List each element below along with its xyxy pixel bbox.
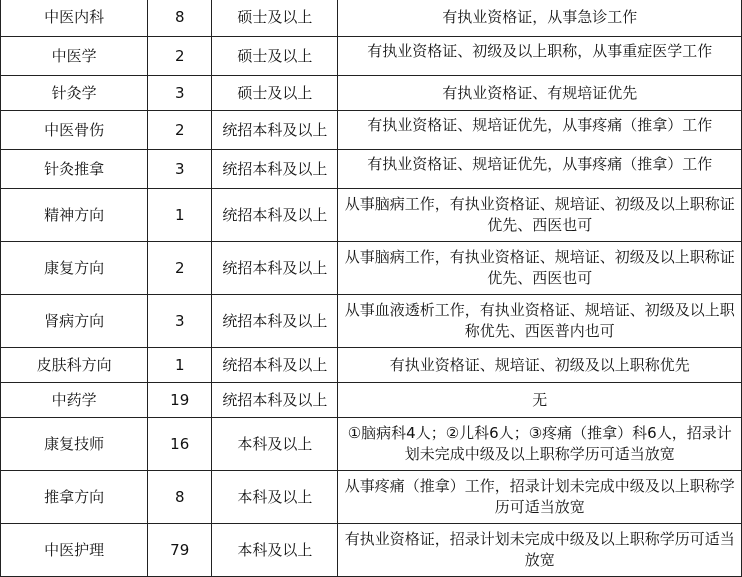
major-cell: 精神方向 — [1, 189, 148, 242]
major-cell: 中药学 — [1, 383, 148, 418]
major-cell: 针灸学 — [1, 76, 148, 111]
requirement-cell: 从事脑病工作，有执业资格证、规培证、初级及以上职称证优先、西医也可 — [338, 242, 742, 295]
table-row — [1, 471, 742, 524]
major-cell: 针灸推拿 — [1, 150, 148, 189]
table-row — [1, 348, 742, 383]
education-cell: 本科及以上 — [212, 524, 338, 577]
education-cell: 统招本科及以上 — [212, 295, 338, 348]
major-cell: 康复技师 — [1, 418, 148, 471]
count-cell: 2 — [148, 242, 212, 295]
requirement-cell: 从事脑病工作，有执业资格证、规培证、初级及以上职称证优先、西医也可 — [338, 189, 742, 242]
education-cell: 本科及以上 — [212, 471, 338, 524]
major-cell: 中医学 — [1, 37, 148, 76]
table-row — [1, 37, 742, 76]
count-cell: 1 — [148, 348, 212, 383]
major-cell: 中医骨伤 — [1, 111, 148, 150]
table-row — [1, 0, 742, 37]
education-cell: 统招本科及以上 — [212, 383, 338, 418]
table-row — [1, 189, 742, 242]
table-row — [1, 295, 742, 348]
requirement-text: 有执业资格证、规培证优先，从事疼痛（推拿）工作 — [367, 155, 713, 173]
count-cell: 16 — [148, 418, 212, 471]
table-row — [1, 111, 742, 150]
count-cell: 8 — [148, 0, 212, 37]
education-cell: 本科及以上 — [212, 418, 338, 471]
education-cell: 统招本科及以上 — [212, 242, 338, 295]
count-cell: 19 — [148, 383, 212, 418]
count-cell: 2 — [148, 111, 212, 150]
major-cell: 肾病方向 — [1, 295, 148, 348]
major-cell: 康复方向 — [1, 242, 148, 295]
table-row — [1, 383, 742, 418]
table-row — [1, 76, 742, 111]
requirement-cell: 无 — [338, 383, 742, 418]
requirement-cell — [338, 150, 742, 189]
education-cell: 硕士及以上 — [212, 37, 338, 76]
count-cell: 1 — [148, 189, 212, 242]
education-cell: 统招本科及以上 — [212, 150, 338, 189]
requirement-cell: 有执业资格证、规培证、初级及以上职称优先 — [338, 348, 742, 383]
table-row — [1, 150, 742, 189]
requirement-text: 有执业资格证、规培证优先，从事疼痛（推拿）工作 — [367, 116, 713, 134]
education-cell: 统招本科及以上 — [212, 111, 338, 150]
table-row — [1, 524, 742, 577]
requirement-cell: 有执业资格证，从事急诊工作 — [338, 0, 742, 37]
count-cell: 3 — [148, 76, 212, 111]
requirement-cell: 有执业资格证，招录计划未完成中级及以上职称学历可适当放宽 — [338, 524, 742, 577]
count-cell: 8 — [148, 471, 212, 524]
requirement-cell: 从事血液透析工作，有执业资格证、规培证、初级及以上职称优先、西医普内也可 — [338, 295, 742, 348]
requirement-cell — [338, 37, 742, 76]
requirement-cell: 有执业资格证、有规培证优先 — [338, 76, 742, 111]
count-cell: 79 — [148, 524, 212, 577]
table-row — [1, 242, 742, 295]
table-row — [1, 418, 742, 471]
requirement-cell: 从事疼痛（推拿）工作，招录计划未完成中级及以上职称学历可适当放宽 — [338, 471, 742, 524]
count-cell: 3 — [148, 295, 212, 348]
major-cell: 中医内科 — [1, 0, 148, 37]
education-cell: 硕士及以上 — [212, 0, 338, 37]
requirement-cell: ①脑病科4人；②儿科6人；③疼痛（推拿）科6人，招录计划未完成中级及以上职称学历可适当放宽 — [338, 418, 742, 471]
major-cell: 皮肤科方向 — [1, 348, 148, 383]
major-cell: 推拿方向 — [1, 471, 148, 524]
major-cell: 中医护理 — [1, 524, 148, 577]
education-cell: 硕士及以上 — [212, 76, 338, 111]
requirement-text: 有执业资格证、初级及以上职称，从事重症医学工作 — [367, 42, 713, 60]
requirement-cell — [338, 111, 742, 150]
count-cell: 2 — [148, 37, 212, 76]
education-cell: 统招本科及以上 — [212, 189, 338, 242]
count-cell: 3 — [148, 150, 212, 189]
education-cell: 统招本科及以上 — [212, 348, 338, 383]
